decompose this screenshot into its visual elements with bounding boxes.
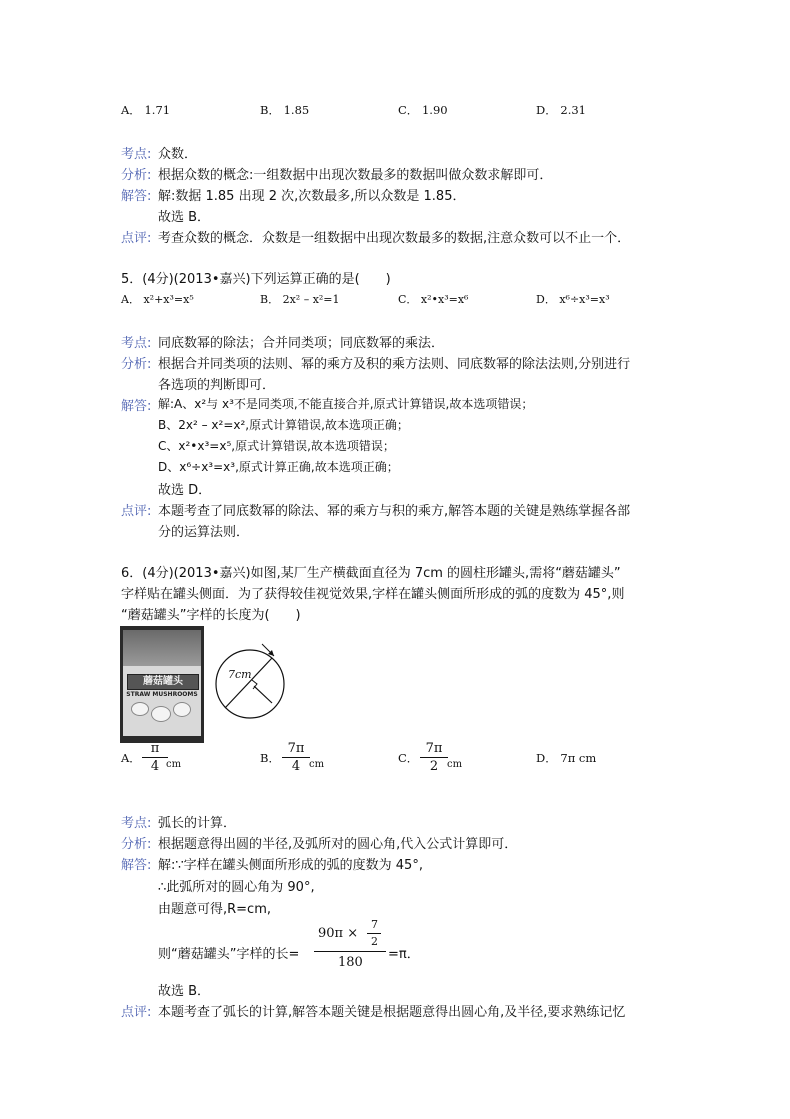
q6-option-c-den: 2 [429, 759, 439, 774]
q5-option-b: B． 2x² – x²=1 [260, 293, 340, 306]
q6-fenxi: 根据题意得出圆的半径,及弧所对的圆心角,代入公式计算即可． [158, 837, 518, 852]
q4-option-c: C． 1.90 [398, 103, 448, 117]
q5-option-d: D． x⁶÷x³=x³ [536, 293, 610, 306]
circle-label: 7cm [228, 668, 252, 681]
mushroom-shape [131, 702, 149, 716]
q6-formula-bar [314, 951, 386, 952]
q6-option-b-fraction [282, 741, 310, 774]
q6-formula-small-bar [367, 933, 381, 934]
q6-jieda-3: 由题意可得,R=cm, [158, 902, 272, 917]
q6-title-2: 字样贴在罐头侧面．为了获得较佳视觉效果,字样在罐头侧面所形成的弧的度数为 45°,则 [121, 587, 625, 602]
circle-diagram [208, 640, 292, 724]
q4-jieda-label: 解答: [121, 189, 152, 204]
q6-kaodian: 弧长的计算． [158, 816, 237, 831]
q4-option-a: A． 1.71 [121, 103, 171, 117]
q6-option-b-unit: cm [309, 759, 325, 770]
q6-fenxi-label: 分析: [121, 837, 152, 852]
can-label [123, 666, 201, 736]
q6-option-a-fraction [142, 741, 168, 774]
q5-dianping-1: 本题考查了同底数幂的除法、幂的乘方与积的乘方,解答本题的关键是熟练掌握各部 [158, 504, 631, 519]
circle-outline [216, 650, 284, 718]
q4-jieda-2: 故选 B． [158, 210, 211, 225]
can-top [123, 630, 201, 666]
q4-option-b: B． 1.85 [260, 103, 310, 117]
q6-option-d: D． 7π cm [536, 751, 597, 765]
q6-option-c-unit: cm [447, 759, 463, 770]
q6-option-b-num: 7π [287, 741, 305, 756]
q6-formula-numerator: 90π × [318, 926, 359, 941]
q4-fenxi-label: 分析: [121, 168, 152, 183]
q6-formula-small-den: 2 [371, 935, 378, 948]
q6-dianping: 本题考查了弧长的计算,解答本题关键是根据题意得出圆心角,及半径,要求熟练记忆 [158, 1005, 626, 1020]
q6-option-c-fraction [420, 741, 448, 774]
q5-jieda-4: D、x⁶÷x³=x³,原式计算正确,故本选项正确； [158, 460, 399, 474]
q4-dianping-label: 点评: [121, 231, 152, 246]
q5-option-a: A． x²+x³=x⁵ [121, 293, 194, 306]
q6-option-a-unit: cm [166, 759, 182, 770]
mushroom-shape [151, 706, 171, 722]
q5-jieda-3: C、x²•x³=x⁵,原式计算错误,故本选项错误； [158, 439, 395, 453]
q6-formula-result: =π． [388, 947, 420, 962]
q6-option-a-num: π [150, 741, 160, 756]
can-title: 蘑菇罐头 [127, 674, 199, 690]
q4-kaodian: 众数． [158, 147, 198, 162]
q6-jieda-2: ∴此弧所对的圆心角为 90°, [158, 880, 315, 895]
q6-jieda-label: 解答: [121, 858, 152, 873]
q5-jieda-5: 故选 D． [158, 483, 212, 498]
q4-jieda-1: 解:数据 1.85 出现 2 次,次数最多,所以众数是 1.85． [158, 189, 466, 204]
q5-jieda-1: 解:A、x²与 x³不是同类项,不能直接合并,原式计算错误,故本选项错误； [158, 397, 534, 411]
q6-jieda-4-prefix: 则“蘑菇罐头”字样的长= [158, 947, 300, 962]
q6-formula-small-num: 7 [371, 918, 378, 931]
q6-kaodian-label: 考点: [121, 816, 152, 831]
q4-option-d: D． 2.31 [536, 103, 586, 117]
q6-dianping-label: 点评: [121, 1005, 152, 1020]
q6-title-1: 6．(4分)(2013•嘉兴)如图,某厂生产横截面直径为 7cm 的圆柱形罐头,需将“蘑菇罐头” [121, 566, 621, 581]
q5-dianping-label: 点评: [121, 504, 152, 519]
mushroom-can-photo [120, 626, 204, 743]
q5-title: 5．(4分)(2013•嘉兴)下列运算正确的是( ) [121, 272, 391, 287]
q6-option-c-letter: C． [398, 751, 419, 765]
q5-fenxi-label: 分析: [121, 357, 152, 372]
q5-fenxi-1: 根据合并同类项的法则、幂的乘方及积的乘方法则、同底数幂的除法法则,分别进行 [158, 357, 631, 372]
q5-jieda-label: 解答: [121, 399, 152, 414]
can-subtitle: STRAW MUSHROOMS [126, 691, 198, 698]
q5-fenxi-2: 各选项的判断即可． [158, 378, 276, 393]
q5-kaodian: 同底数幂的除法；合并同类项；同底数幂的乘法． [158, 336, 445, 351]
radius-line [254, 686, 272, 703]
q4-kaodian-label: 考点: [121, 147, 152, 162]
diameter-line [225, 658, 272, 708]
q6-option-a-letter: A． [121, 751, 141, 765]
q4-fenxi: 根据众数的概念:一组数据中出现次数最多的数据叫做众数求解即可． [158, 168, 553, 183]
q5-jieda-2: B、2x² – x²=x²,原式计算错误,故本选项正确； [158, 418, 409, 432]
q6-jieda-5: 故选 B． [158, 984, 211, 999]
q6-title-3: “蘑菇罐头”字样的长度为( ) [121, 608, 301, 623]
q5-kaodian-label: 考点: [121, 336, 152, 351]
q6-option-b-den: 4 [291, 759, 301, 774]
q5-dianping-2: 分的运算法则． [158, 525, 250, 540]
q5-option-c: C． x²•x³=x⁶ [398, 293, 469, 306]
q6-option-b-letter: B． [260, 751, 280, 765]
q6-option-c-num: 7π [425, 741, 443, 756]
q4-dianping: 考查众数的概念．众数是一组数据中出现次数最多的数据,注意众数可以不止一个． [158, 231, 631, 246]
q6-formula-denominator: 180 [338, 955, 363, 970]
q6-jieda-1: 解:∵字样在罐头侧面所形成的弧的度数为 45°, [158, 858, 423, 873]
mushroom-shape [173, 702, 191, 717]
q6-option-a-den: 4 [150, 759, 160, 774]
